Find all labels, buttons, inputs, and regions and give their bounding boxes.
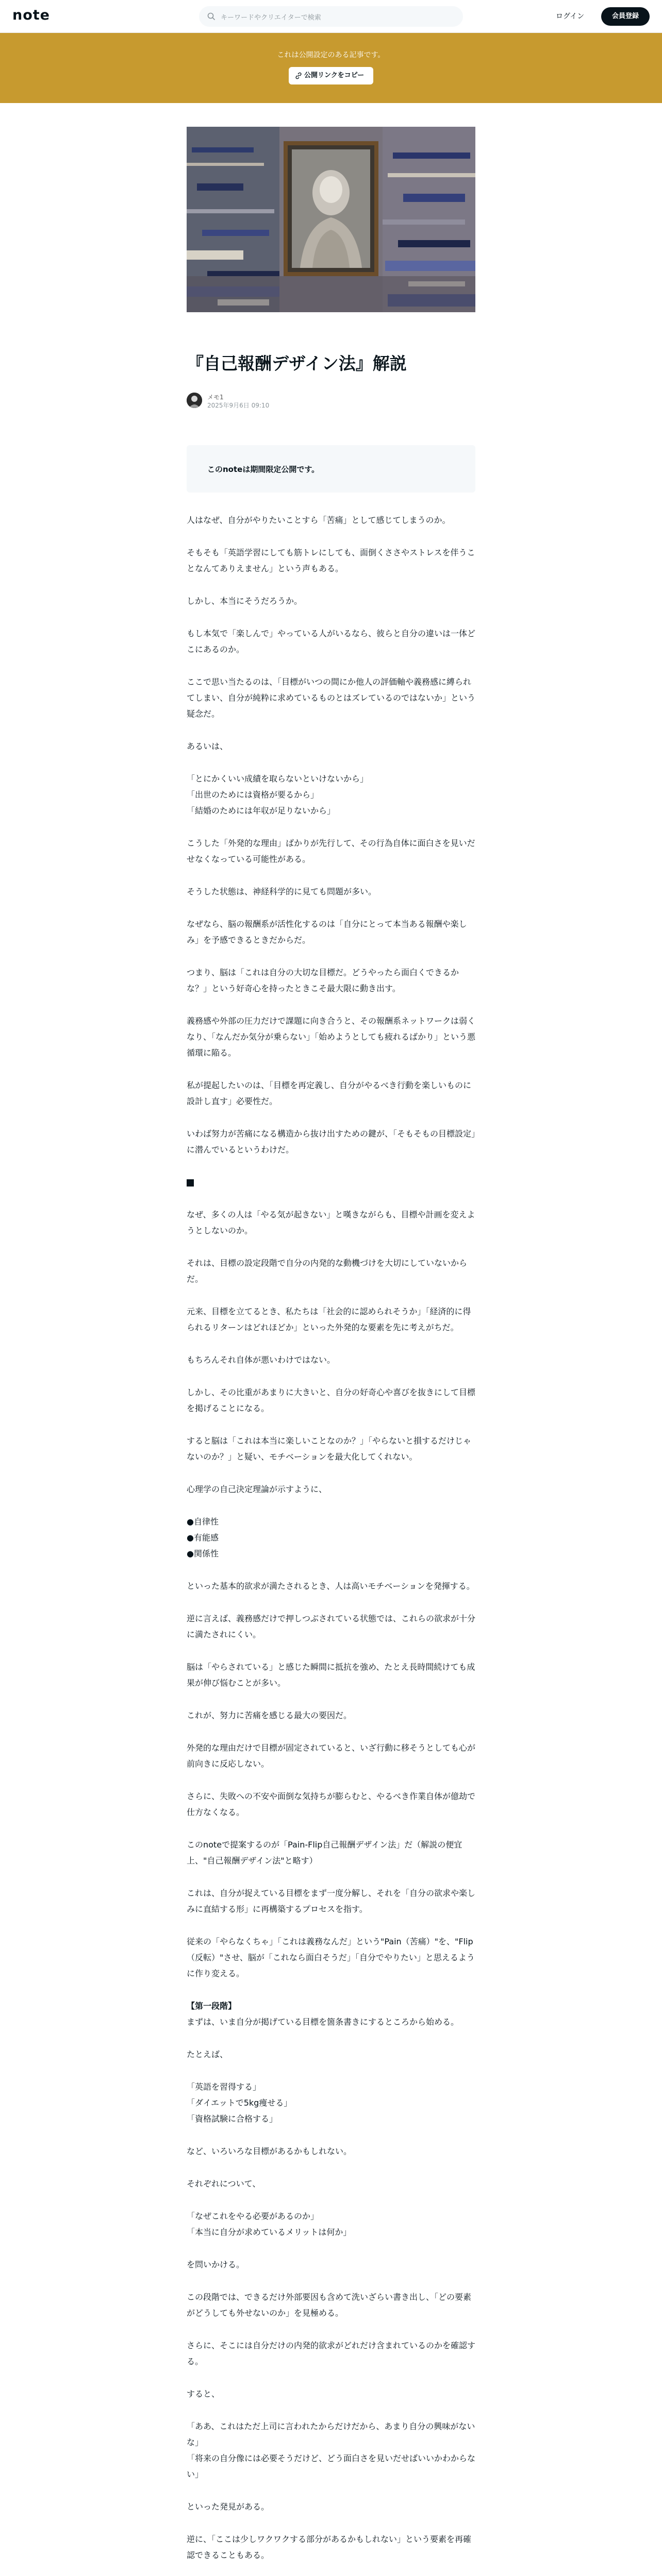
paragraph: 人はなぜ、自分がやりたいことすら「苦痛」として感じてしまうのか。 (187, 515, 451, 525)
quote-line: 「出世のためには資格が要るから」 (187, 790, 319, 800)
paragraph: ここで思い当たるのは、「目標がいつの間にか他人の評価軸や義務感に縛られてしまい、自分が純粋に求めているものとはズレているのではないか」という疑念だ。 (187, 677, 476, 719)
paragraph: 心理学の自己決定理論が示すように、 (187, 1484, 327, 1494)
paragraph: 逆に言えば、義務感だけで押しつぶされている状態では、これらの欲求が十分に満たされにくい。 (187, 1614, 476, 1639)
link-icon (295, 72, 302, 79)
list-item: ●関係性 (187, 1549, 219, 1558)
paragraph: 従来の「やらなくちゃ」「これは義務なんだ」という"Pain（苦痛）"を、"Flip（反転）"させ、脳が「これなら面白そうだ」「自分でやりたい」と思えるように作り変える。 (187, 1937, 475, 1978)
paragraph: もちろんそれ自体が悪いわけではない。 (187, 1355, 336, 1365)
copy-button-label: 公開リンクをコピー (304, 72, 365, 79)
notice-text: このnoteは期間限定公開です。 (207, 465, 320, 474)
paragraph: このnoteで提案するのが「Pain-Flip自己報酬デザイン法」だ（解説の便宜上、"自己報酬デザイン法"と略す） (187, 1840, 462, 1866)
paragraph: など、いろいろな目標があるかもしれない。 (187, 2146, 352, 2156)
section-divider (187, 1174, 475, 1190)
paragraph: こうした「外発的な理由」ばかりが先行して、その行為自体に面白さを見いだせなくなっている可能性がある。 (187, 838, 475, 864)
paragraph: そうした状態は、神経科学的に見ても問題が多い。 (187, 887, 377, 896)
quote-line: 「とにかくいい成績を取らないといけないから」 (187, 774, 369, 784)
author-avatar[interactable] (187, 393, 202, 408)
hero-artwork (187, 127, 475, 312)
paragraph: なぜ、多くの人は「やる気が起きない」と嘆きながらも、目標や計画を変えようとしないのか。 (187, 1210, 475, 1235)
paragraph: しかし、本当にそうだろうか。 (187, 596, 303, 606)
paragraph: いわば努力が苦痛になる構造から抜け出すための鍵が、「そもそもの目標設定」に潜んでいるというわけだ。 (187, 1129, 476, 1155)
article-body (187, 512, 475, 2576)
square-mark-icon (187, 1179, 194, 1187)
paragraph: 逆に、「ここは少しワクワクする部分があるかもしれない」という要素を再確認できることもある。 (187, 2534, 472, 2560)
paragraph: さらに、失敗への不安や面倒な気持ちが膨らむと、やるべき作業自体が億劫で仕方なくなる。 (187, 1791, 476, 1817)
site-header (0, 0, 662, 33)
paragraph: を問いかける。 (187, 2260, 245, 2269)
quote-line: 「なぜこれをやる必要があるのか」 (187, 2211, 319, 2221)
signup-button[interactable]: 会員登録 (601, 7, 650, 26)
hero-image (187, 127, 475, 312)
search-box[interactable] (199, 6, 463, 27)
paragraph: つまり、脳は「これは自分の大切な目標だ。どうやったら面白くできるかな？」という好奇心を持ったときこそ最大限に動き出す。 (187, 968, 459, 993)
paragraph: もし本気で「楽しんで」やっている人がいるなら、彼らと自分の違いは一体どこにあるのか。 (187, 629, 476, 654)
paragraph: すると脳は「これは本当に楽しいことなのか？」「やらないと損するだけじゃないのか？」と疑い、モチベーションを最大化してくれない。 (187, 1436, 472, 1462)
author-name[interactable]: メモ1 (207, 394, 224, 401)
login-link[interactable]: ログイン (556, 12, 585, 21)
paragraph: 義務感や外部の圧力だけで課題に向き合うと、その報酬系ネットワークは弱くなり、「なんだか気分が乗らない」「始めようとしても疲れるばかり」という悪循環に陥る。 (187, 1016, 476, 1058)
step-heading: 【第一段階】 (187, 2001, 237, 2011)
paragraph: すると、 (187, 2389, 220, 2399)
paragraph: といった発見がある。 (187, 2502, 270, 2512)
copy-public-link-button[interactable] (289, 67, 373, 84)
paragraph: 元来、目標を立てるとき、私たちは「社会的に認められそうか」「経済的に得られるリターンはどれほどか」といった外発的な要素を先に考えがちだ。 (187, 1307, 471, 1332)
list-item: ●自律性 (187, 1517, 219, 1527)
quote-line: 「資格試験に合格する」 (187, 2114, 278, 2124)
paragraph: そもそも「英語学習にしても筋トレにしても、面倒くささやストレスを伴うことなんてありえません」という声もある。 (187, 548, 475, 573)
public-link-banner (0, 33, 662, 103)
paragraph: それぞれについて、 (187, 2179, 261, 2189)
limited-public-notice (187, 445, 475, 493)
paragraph: たとえば、 (187, 2049, 228, 2059)
paragraph: これが、努力に苦痛を感じる最大の要因だ。 (187, 1710, 352, 1720)
quote-line: 「将来の自分像には必要そうだけど、どう面白さを見いだせばいいかわからない」 (187, 2453, 476, 2479)
quote-line: 「ダイエットで5kg痩せる」 (187, 2098, 292, 2108)
quote-line: 「本当に自分が求めているメリットは何か」 (187, 2227, 352, 2237)
article-title: 『自己報酬デザイン法』解説 (187, 353, 407, 374)
publish-date: 2025年9月6日 09:10 (207, 402, 270, 409)
quote-line: 「ああ、これはただ上司に言われたからだけだから、あまり自分の興味がないな」 (187, 2421, 475, 2447)
paragraph: なぜなら、脳の報酬系が活性化するのは「自分にとって本当ある報酬や楽しみ」を予感できるときだからだ。 (187, 919, 467, 945)
paragraph: 脳は「やらされている」と感じた瞬間に抵抗を強め、たとえ長時間続けても成果が伸び悩むことが多い。 (187, 1662, 475, 1688)
paragraph: 私が提起したいのは、「目標を再定義し、自分がやるべき行動を楽しいものに設計し直す」必要性だ。 (187, 1080, 472, 1106)
search-placeholder: キーワードやクリエイターで検索 (221, 14, 321, 22)
list-item: ●有能感 (187, 1533, 219, 1543)
paragraph: まずは、いま自分が掲げている目標を箇条書きにするところから始める。 (187, 2017, 459, 2027)
paragraph: この段階では、できるだけ外部要因も含めて洗いざらい書き出し、「どの要素がどうしても外せないのか」を見極める。 (187, 2292, 472, 2318)
paragraph: あるいは、 (187, 741, 228, 751)
avatar-image (187, 393, 202, 408)
quote-line: 「結婚のためには年収が足りないから」 (187, 806, 336, 816)
paragraph: さらに、そこには自分だけの内発的欲求がどれだけ含まれているのかを確認する。 (187, 2341, 476, 2366)
paragraph: 外発的な理由だけで目標が固定されていると、いざ行動に移そうとしても心が前向きに反応しない。 (187, 1743, 476, 1769)
note-logo[interactable]: note (12, 7, 50, 23)
quote-line: 「英語を習得する」 (187, 2082, 261, 2092)
search-icon (207, 12, 216, 21)
paragraph: しかし、その比重があまりに大きいと、自分の好奇心や喜びを抜きにして目標を掲げることになる。 (187, 1387, 476, 1413)
paragraph: それは、目標の設定段階で自分の内発的な動機づけを大切にしていないからだ。 (187, 1258, 468, 1284)
paragraph: これは、自分が捉えている目標をまず一度分解し、それを「自分の欲求や楽しみに直結する形」に再構築するプロセスを指す。 (187, 1888, 476, 1914)
banner-message: これは公開設定のある記事です。 (277, 51, 385, 59)
paragraph: といった基本的欲求が満たされるとき、人は高いモチベーションを発揮する。 (187, 1581, 475, 1591)
